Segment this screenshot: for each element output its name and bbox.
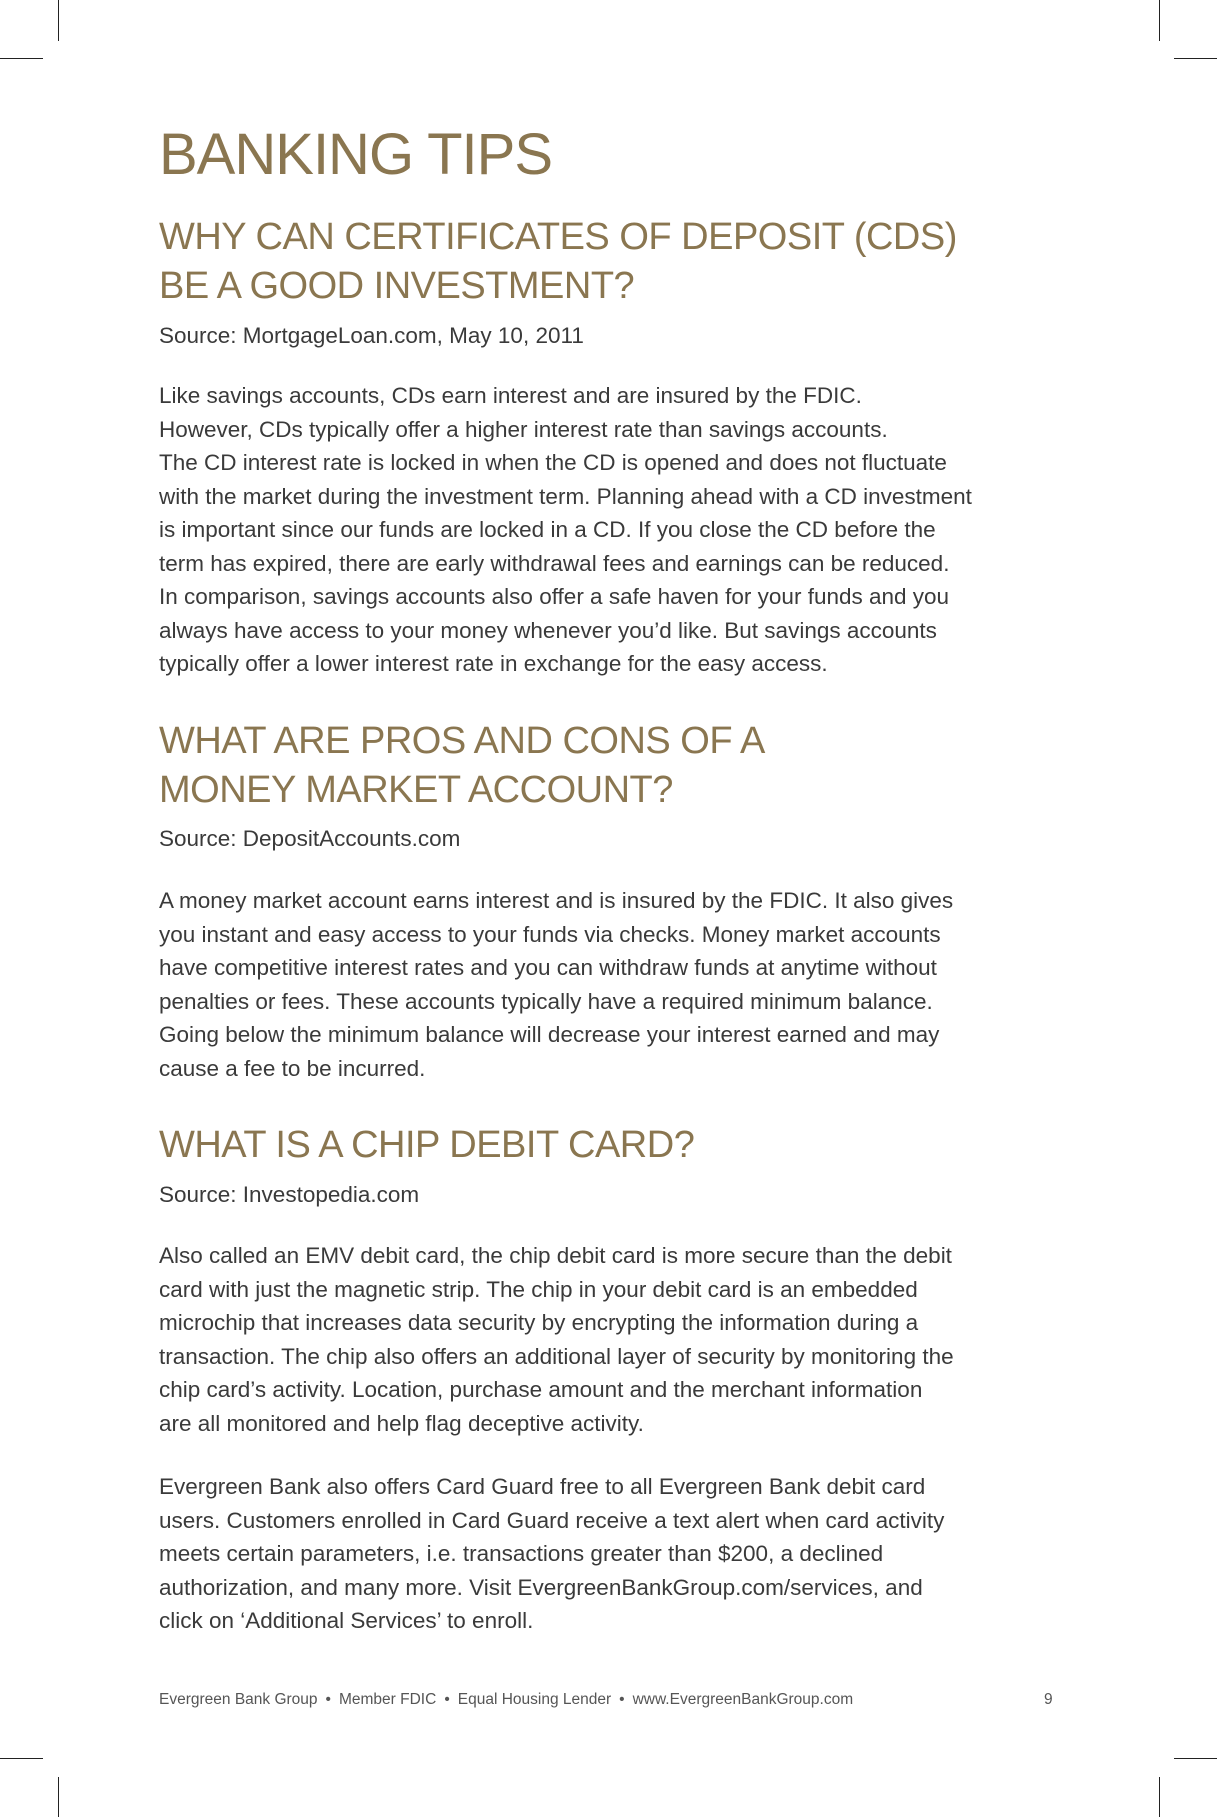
paragraph-line: typically offer a lower interest rate in exchange for the easy access. xyxy=(159,651,828,676)
body-paragraph xyxy=(159,884,953,1085)
heading-line: BE A GOOD INVESTMENT? xyxy=(159,265,635,307)
paragraph-line: are all monitored and help flag deceptive activity. xyxy=(159,1410,644,1436)
paragraph-line: term has expired, there are early withdrawal fees and earnings can be reduced. xyxy=(159,550,950,576)
heading-line: MONEY MARKET ACCOUNT? xyxy=(159,769,673,811)
body-paragraph xyxy=(159,1239,954,1440)
paragraph-line: Going below the minimum balance will decrease your interest earned and may xyxy=(159,1022,940,1047)
footer-bank-name: Evergreen Bank Group xyxy=(159,1691,318,1708)
paragraph-line: with the market during the investment term. Planning ahead with a CD investment xyxy=(159,483,972,509)
paragraph-line: meets certain parameters, i.e. transactions greater than $200, a declined xyxy=(159,1541,884,1566)
section-heading xyxy=(159,213,957,311)
footer-housing: Equal Housing Lender xyxy=(457,1691,612,1708)
paragraph-line: chip card’s activity. Location, purchase amount and the merchant information xyxy=(159,1377,923,1402)
footer-separator: • xyxy=(619,1691,625,1708)
crop-mark xyxy=(0,58,43,59)
paragraph-line: In comparison, savings accounts also offer a safe haven for your funds and you xyxy=(159,584,950,609)
body-paragraph xyxy=(159,1470,944,1638)
footer xyxy=(159,1690,853,1710)
section-heading xyxy=(159,717,765,815)
footer-separator: • xyxy=(325,1691,331,1708)
source-citation: Source: DepositAccounts.com xyxy=(159,826,461,851)
paragraph-line: Evergreen Bank also offers Card Guard free to all Evergreen Bank debit card xyxy=(159,1474,926,1499)
paragraph-line: Like savings accounts, CDs earn interest and are insured by the FDIC. xyxy=(159,383,862,408)
crop-mark xyxy=(1159,1777,1160,1817)
paragraph-line: have competitive interest rates and you can withdraw funds at anytime without xyxy=(159,955,937,980)
paragraph-line: users. Customers enrolled in Card Guard receive a text alert when card activity xyxy=(159,1507,945,1533)
page-title: BANKING TIPS xyxy=(159,122,553,187)
paragraph-line: cause a fee to be incurred. xyxy=(159,1055,426,1081)
crop-mark xyxy=(0,1758,43,1759)
section-heading xyxy=(159,1121,694,1170)
body-paragraph xyxy=(159,379,972,681)
footer-separator: • xyxy=(444,1691,450,1708)
paragraph-line: authorization, and many more. Visit EvergreenBankGroup.com/services, and xyxy=(159,1574,923,1600)
crop-mark xyxy=(58,0,59,41)
paragraph-line: Also called an EMV debit card, the chip debit card is more secure than the debit xyxy=(159,1243,952,1268)
heading-line: WHY CAN CERTIFICATES OF DEPOSIT (CDS) xyxy=(159,216,957,258)
heading-line: WHAT ARE PROS AND CONS OF A xyxy=(159,720,765,762)
paragraph-line: The CD interest rate is locked in when the CD is opened and does not fluctuate xyxy=(159,450,947,475)
paragraph-line: is important since our funds are locked in a CD. If you close the CD before the xyxy=(159,517,936,542)
paragraph-line: card with just the magnetic strip. The chip in your debit card is an embedded xyxy=(159,1276,918,1302)
paragraph-line: click on ‘Additional Services’ to enroll. xyxy=(159,1608,534,1633)
source-citation: Source: MortgageLoan.com, May 10, 2011 xyxy=(159,323,584,348)
paragraph-line: microchip that increases data security by encrypting the information during a xyxy=(159,1310,919,1335)
paragraph-line: A money market account earns interest and is insured by the FDIC. It also gives xyxy=(159,888,954,913)
crop-mark xyxy=(1159,0,1160,41)
crop-mark xyxy=(58,1777,59,1817)
paragraph-line: However, CDs typically offer a higher interest rate than savings accounts. xyxy=(159,416,888,442)
crop-mark xyxy=(1174,58,1217,59)
page-number: 9 xyxy=(1044,1691,1053,1708)
paragraph-line: transaction. The chip also offers an additional layer of security by monitoring the xyxy=(159,1343,954,1369)
paragraph-line: penalties or fees. These accounts typically have a required minimum balance. xyxy=(159,988,933,1014)
paragraph-line: you instant and easy access to your funds via checks. Money market accounts xyxy=(159,921,941,947)
source-citation: Source: Investopedia.com xyxy=(159,1182,420,1207)
footer-fdic: Member FDIC xyxy=(338,1691,437,1708)
footer-website: www.EvergreenBankGroup.com xyxy=(632,1691,854,1708)
paragraph-line: always have access to your money whenever you’d like. But savings accounts xyxy=(159,617,937,643)
heading-line: WHAT IS A CHIP DEBIT CARD? xyxy=(159,1124,695,1166)
crop-mark xyxy=(1174,1758,1217,1759)
